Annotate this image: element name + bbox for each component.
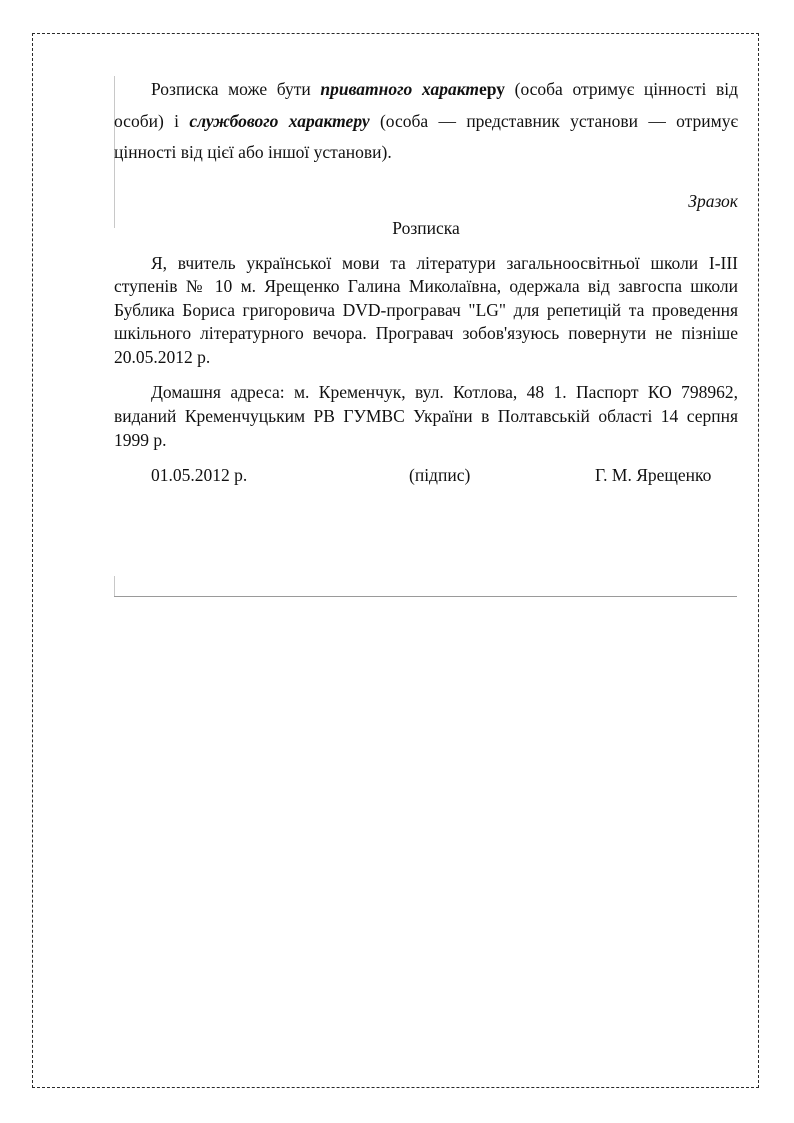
receipt-address-paragraph: Домашня адреса: м. Кременчук, вул. Котлова, 48 1. Паспорт КО 798962, виданий Кременчуцьким РВ ГУМВС України в Полтавській області 14 серпня 1999 р. bbox=[114, 382, 738, 450]
bottom-rule bbox=[114, 596, 737, 597]
intro-text-3: (особа — представник установи — отримує цінності від цієї або іншої установи). bbox=[114, 110, 738, 162]
sample-label: Зразок bbox=[688, 190, 738, 211]
signature-placeholder: (підпис) bbox=[409, 465, 471, 486]
intro-official-emphasis: службового характеру bbox=[189, 110, 370, 131]
margin-rule-bottom bbox=[114, 576, 115, 596]
intro-private-suffix: еру bbox=[478, 79, 505, 99]
signature-name: Г. М. Ярещенко bbox=[595, 465, 712, 486]
intro-text-2: (особа отримує цінності від особи) і bbox=[114, 79, 738, 131]
signature-date: 01.05.2012 р. bbox=[151, 465, 248, 486]
signature-row bbox=[114, 463, 738, 489]
document-content bbox=[114, 74, 738, 489]
receipt-title: Розписка bbox=[392, 217, 460, 238]
receipt-body-paragraph: Я, вчитель української мови та літератури загальноосвітньої школи І-ІІІ ступенів № 10 м. Ярещенко Галина Миколаївна, одержала від завгоспа школи Бублика Бориса григоровича DVD-програвач "LG" для репетицій та проведення шкільного літературного вечора. Програвач зобов'язуюсь повернути не пізніше 20.05.2012 р. bbox=[114, 252, 738, 367]
intro-text-1: Розписка може бути bbox=[151, 79, 321, 99]
intro-paragraph bbox=[114, 74, 738, 169]
intro-private-emphasis: приватного характ bbox=[320, 79, 479, 99]
